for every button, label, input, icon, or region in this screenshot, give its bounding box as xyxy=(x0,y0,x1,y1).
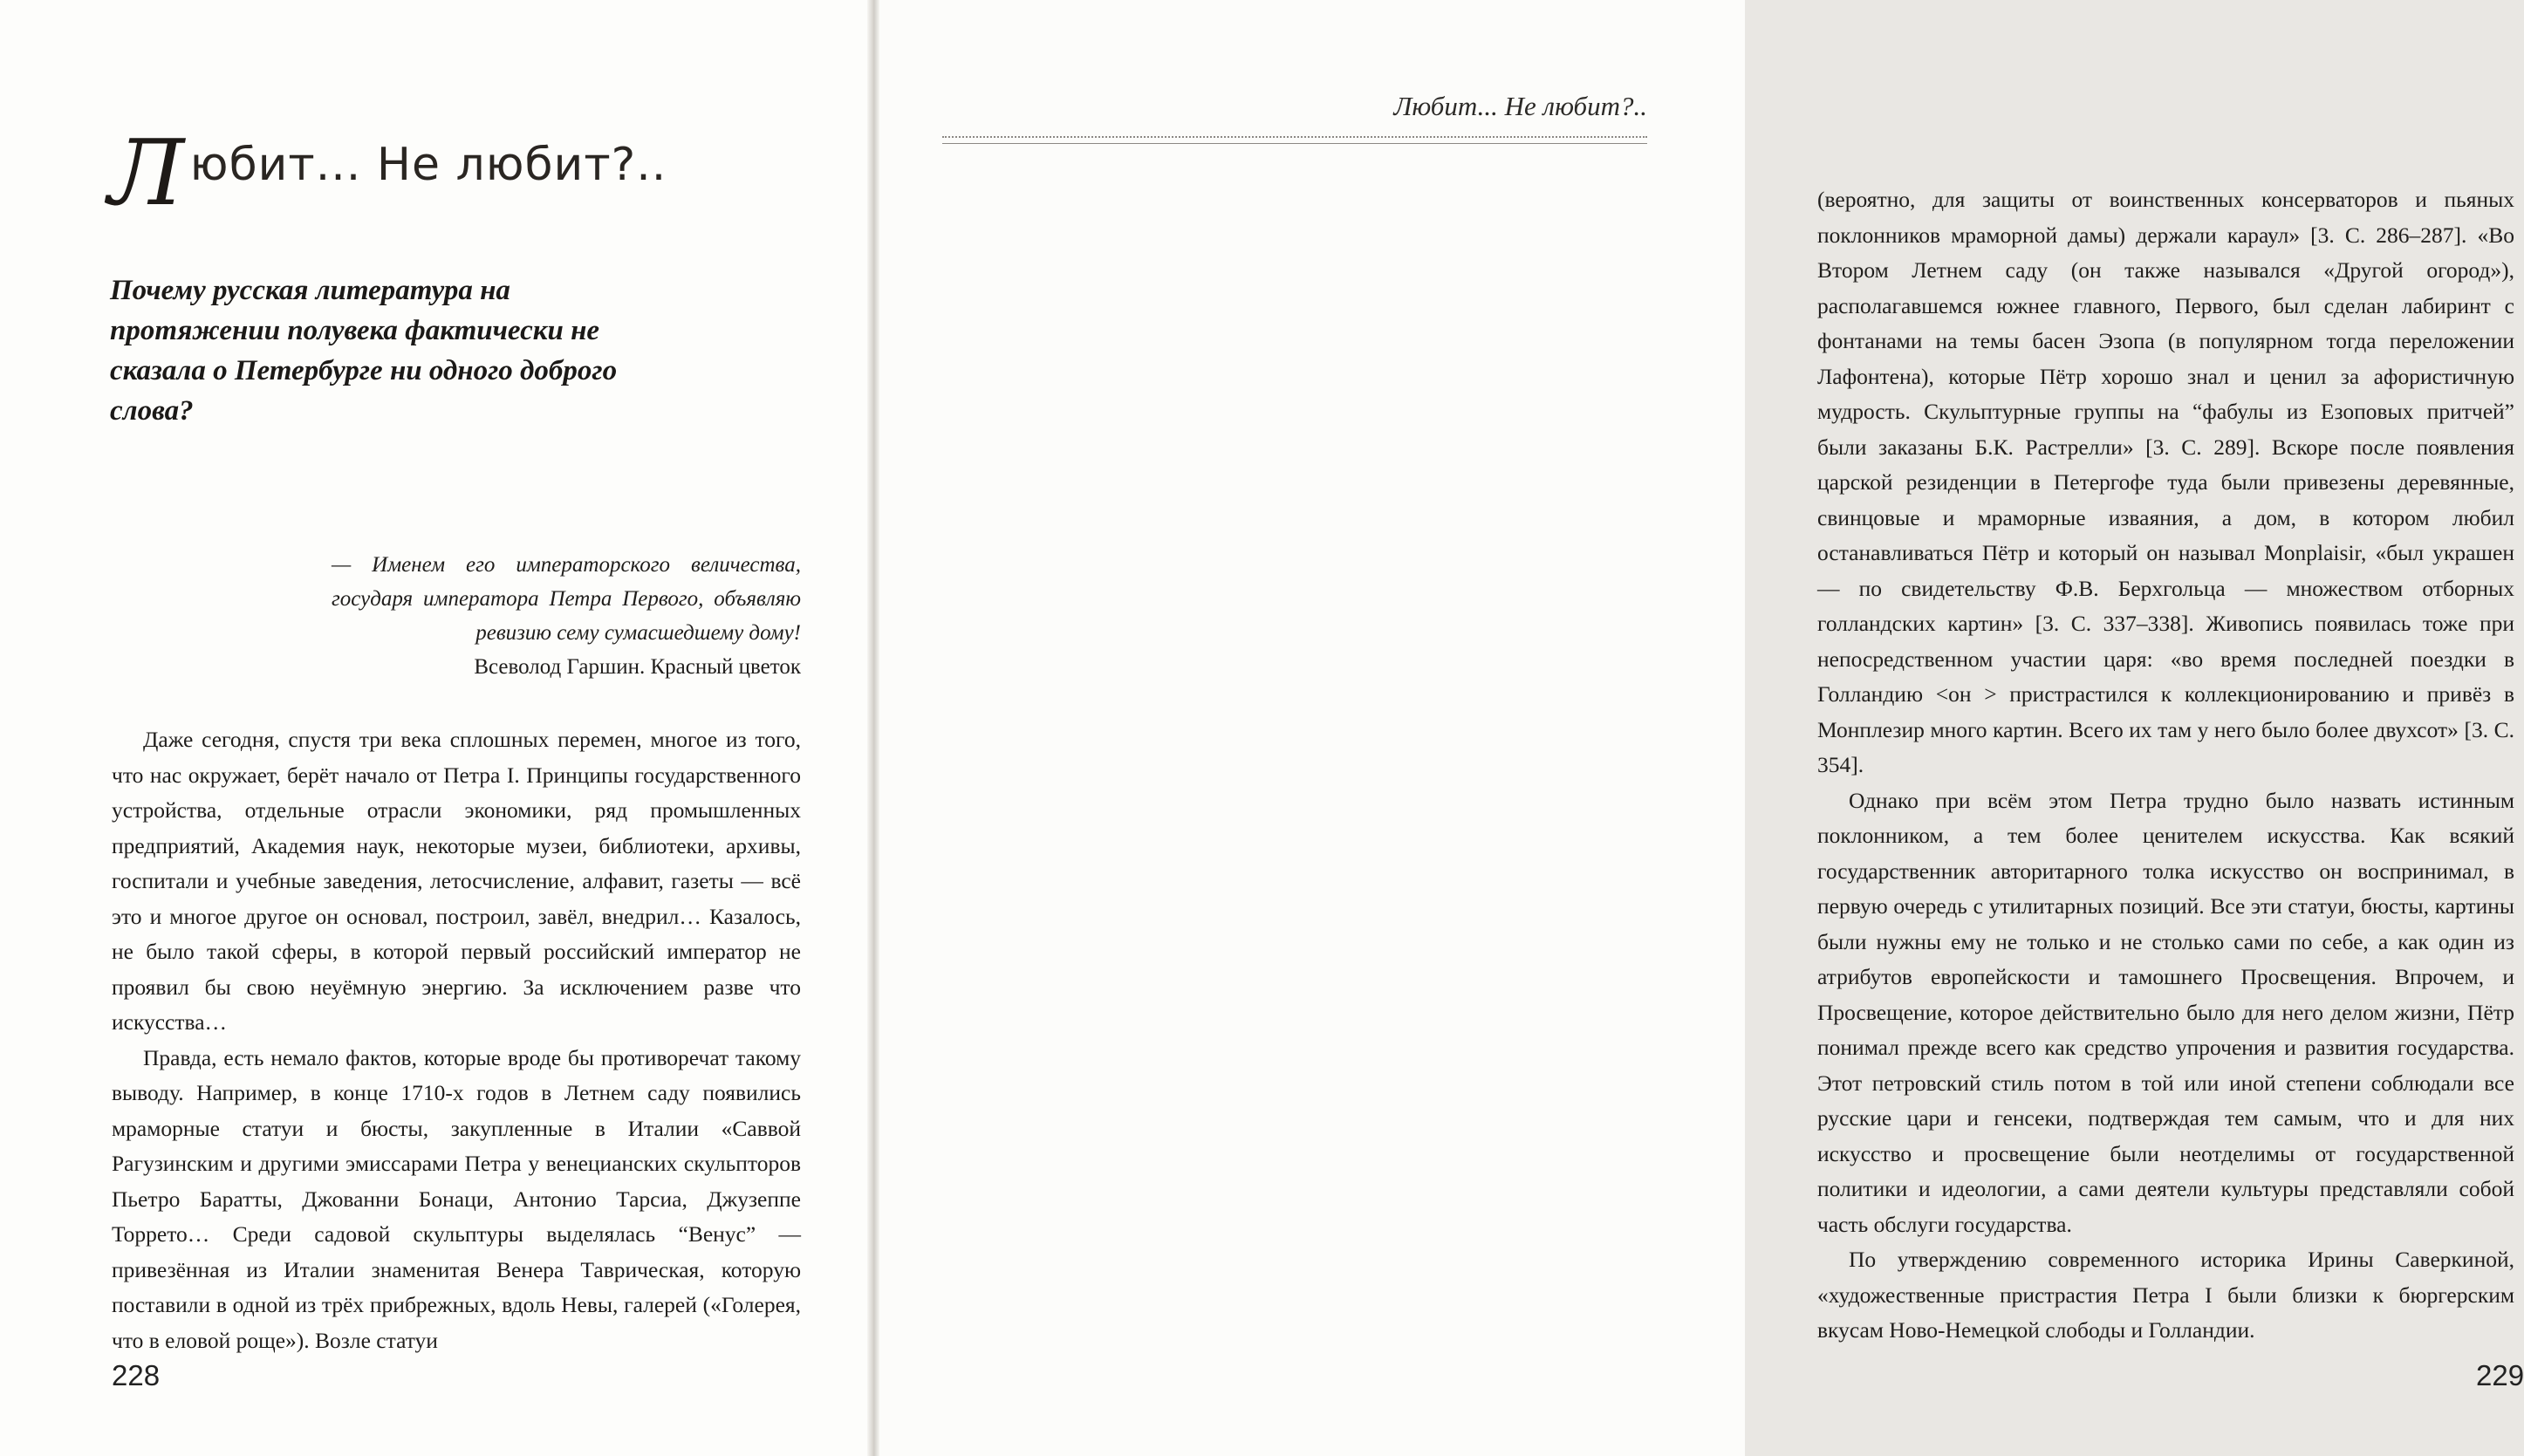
epigraph xyxy=(332,548,801,684)
paragraph: (вероятно, для защиты от воинственных консерваторов и пьяных поклонников мраморной дамы) держали караул» [3. С. 286–287]. «Во Втором Летнем саду (он также назывался «Другой огород»), располагавшемся южнее главного, Первого, был сделан лабиринт с фонтанами на темы басен Эзопа (в популярном тогда переложении Лафонтена), которые Пётр хорошо знал и ценил за афористичную мудрость. Скульптурные группы на “фабулы из Езоповых притчей” были заказаны Б.К. Растрелли» [3. С. 289]. Вскоре после появления царской резиденции в Петергофе туда были привезены деревянные, свинцовые и мраморные изваяния, а дом, в котором любил останавливаться Пётр и который он называл Monplaisir, «был украшен — по свидетельству Ф.В. Берхгольца — множеством отборных голландских картин» [3. С. 337–338]. Живопись появилась тоже при непосредственном участии царя: «во время последней поездки в Голландию <он > пристрастился к коллекционированию и привёз в Монплезир много картин. Всего их там у него было более двухсот» [3. С. 354]. xyxy=(1817,187,2514,777)
page-number-left: 228 xyxy=(112,1359,161,1391)
drop-cap: Л xyxy=(108,120,185,226)
paragraph: Правда, есть немало фактов, которые вроде бы противоречат такому выводу. Например, в конце 1710-х годов в Летнем саду появились мраморные статуи и бюсты, закупленные в Италии «Саввой Рагузинским и другими эмиссарами Петра у венецианских скульпторов Пьетро Баратты, Джованни Бонаци, Антонио Тарсиа, Джузеппе Торрето… Среди садовой скульптуры выделялась “Венус” — привезённая из Италии знаменитая Венера Таврическая, которую поставили в одной из трёх прибрежных, вдоль Невы, галерей («Голерея, что в еловой роще»). Возле статуи xyxy=(112,1044,801,1353)
left-body-text xyxy=(112,722,801,1358)
chapter-lead: Почему русская литература на протяжении полувека фактически не сказала о Петербурге ни одного доброго слова? xyxy=(110,275,618,427)
right-page xyxy=(872,0,2524,1456)
epigraph-quote: — Именем его императорского величества, государя императора Петра Первого, объявляю ревизию сему сумасшедшему дому! xyxy=(332,553,801,645)
right-body-text xyxy=(1817,182,2514,1349)
chapter-title xyxy=(108,120,667,226)
left-page xyxy=(0,0,872,1456)
paragraph: Даже сегодня, спустя три века сплошных перемен, многое из того, что нас окружает, берёт начало от Петра I. Принципы государственного устройства, отдельные отрасли экономики, ряд промышленных предприятий, Академия наук, некоторые музеи, библиотеки, архивы, госпитали и учебные заведения, летосчисление, алфавит, газеты — всё это и многое другое он основал, построил, завёл, внедрил… Казалось, не было такой сферы, в которой первый российский император не проявил бы свою неуёмную энергию. За исключением разве что искусства… xyxy=(112,727,801,1035)
running-head: Любит... Не любит?.. xyxy=(1393,91,1647,121)
chapter-title-text: юбит... Не любит?.. xyxy=(189,139,667,191)
paragraph: По утверждению современного историка Ирины Саверкиной, «художественные пристрастия Петра I были близки к бюргерским вкусам Ново-Немецкой слободы и Голландии. xyxy=(1817,1247,2514,1343)
paragraph: Однако при всём этом Петра трудно было назвать истинным поклонником, а тем более ценителем искусства. Как всякий государственник авторитарного толка искусство он воспринимал, в первую очередь с утилитарных позиций. Все эти статуи, бюсты, картины были нужны ему не только и не столько сами по себе, а как один из атрибутов европейскости и тамошнего Просвещения. Впрочем, и Просвещение, которое действительно было для него делом жизни, Пётр понимал прежде всего как средство упрочения и развития государства. Этот петровский стиль потом в той или иной степени соблюдали все русские цари и генсеки, подтверждая тем самым, что и для них искусство и просвещение были неотделимы от государственной политики и идеологии, а сами деятели культуры представляли собой часть обслуги государства. xyxy=(1817,787,2514,1237)
epigraph-source: Всеволод Гаршин. Красный цветок xyxy=(474,655,801,679)
book-spine xyxy=(867,0,879,1456)
header-rule xyxy=(942,136,1647,144)
page-number-right: 229 xyxy=(2476,1359,2524,1391)
